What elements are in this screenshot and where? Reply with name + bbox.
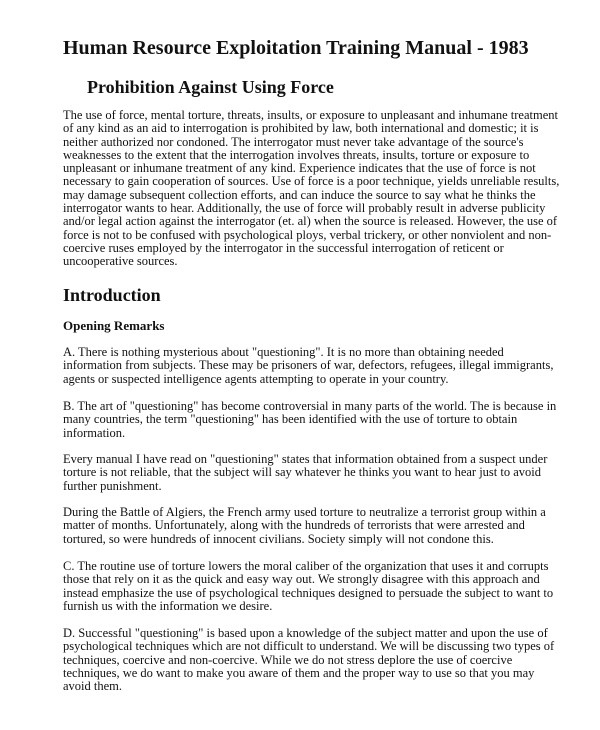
text-line: Every manual I have read on "questioning" states that information obtained from a suspect under bbox=[63, 452, 548, 466]
prohibition-paragraph bbox=[63, 108, 560, 269]
paragraph-c bbox=[63, 560, 553, 613]
text-line: psychological techniques which are not difficult to understand. We will be discussing two types of bbox=[63, 639, 555, 654]
text-line: The use of force, mental torture, threats, insults, or exposure to unpleasant and inhumane treatment bbox=[63, 108, 558, 122]
text-line: weaknesses to the extent that the interrogation involves threats, insults, torture or exposure to bbox=[63, 147, 530, 162]
text-line: interrogator wants to hear. Additionally, the use of force will probably result in adverse publicity bbox=[63, 201, 546, 216]
text-line: matter of months. Unfortunately, along with the hundreds of terrorists that were arrested and bbox=[63, 518, 525, 533]
text-line: may damage subsequent collection efforts, and can induce the source to say what he thinks the bbox=[63, 187, 536, 202]
text-line: further punishment. bbox=[63, 478, 162, 493]
text-line: those that rely on it as the quick and easy way out. We strongly disagree with this approach and bbox=[63, 572, 540, 587]
text-line: tortured, so were hundreds of innocent civilians. Society simply will not condone this. bbox=[63, 531, 494, 546]
text-line: avoid them. bbox=[63, 679, 123, 694]
text-line: torture is not reliable, that the subject will say whatever he thinks you want to hear just to avoid bbox=[63, 465, 542, 480]
text-line: of any kind as an aid to interrogation is prohibited by law, both international and domestic; it is bbox=[63, 121, 539, 136]
text-line: information. bbox=[63, 425, 126, 440]
text-line: force is not to be confused with psychological ploys, verbal trickery, or other nonviolent and non- bbox=[63, 227, 552, 242]
text-line: information from subjects. These may be prisoners of war, defectors, refugees, illegal immigrants, bbox=[63, 358, 554, 373]
document-title: Human Resource Exploitation Training Manual - 1983 bbox=[63, 37, 529, 59]
paragraph-manual bbox=[63, 453, 553, 493]
text-line: agents or suspected intelligence agents attempting to operate in your country. bbox=[63, 371, 449, 386]
text-line: unpleasant or inhumane treatment of any kind. Experience indicates that the use of force is not bbox=[63, 161, 536, 176]
paragraph-algiers bbox=[63, 506, 553, 546]
paragraph-a bbox=[63, 346, 553, 386]
text-line: furnish us with the information we desire. bbox=[63, 598, 273, 613]
section-heading-prohibition: Prohibition Against Using Force bbox=[87, 77, 334, 97]
text-line: A. There is nothing mysterious about "questioning". It is no more than obtaining needed bbox=[63, 345, 504, 359]
text-line: B. The art of "questioning" has become controversial in many parts of the world. The is because in bbox=[63, 399, 557, 413]
paragraph-d bbox=[63, 627, 553, 693]
text-line: uncooperative sources. bbox=[63, 254, 178, 269]
text-line: many countries, the term "questioning" has been identified with the use of torture to obtain bbox=[63, 412, 518, 427]
text-line: D. Successful "questioning" is based upon a knowledge of the subject matter and upon the use of bbox=[63, 626, 548, 640]
text-line: C. The routine use of torture lowers the moral caliber of the organization that uses it and corrupts bbox=[63, 559, 549, 573]
text-line: During the Battle of Algiers, the French army used torture to neutralize a terrorist group within a bbox=[63, 505, 546, 519]
text-line: techniques, we do want to make you aware of them and the proper way to use so that you may bbox=[63, 665, 535, 680]
introduction-heading: Introduction bbox=[63, 285, 161, 305]
text-line: neither authorized nor condoned. The interrogator must never take advantage of the source's bbox=[63, 134, 524, 149]
paragraph-b bbox=[63, 399, 557, 440]
text-line: techniques, coercive and non-coercive. While we do not stress deplore the use of coercive bbox=[63, 652, 513, 667]
text-line: and/or legal action against the interrogator (et. al) when the source is released. However, the use of bbox=[63, 214, 558, 229]
text-line: necessary to gain cooperation of sources. Use of force is a poor technique, yields unreliable results, bbox=[63, 174, 560, 189]
text-line: instead emphasize the use of psychological techniques designed to persuade the subject to want to bbox=[63, 585, 554, 600]
text-line: coercive ruses employed by the interrogator in the successful interrogation of reticent or bbox=[63, 240, 504, 255]
opening-remarks-heading: Opening Remarks bbox=[63, 318, 165, 333]
